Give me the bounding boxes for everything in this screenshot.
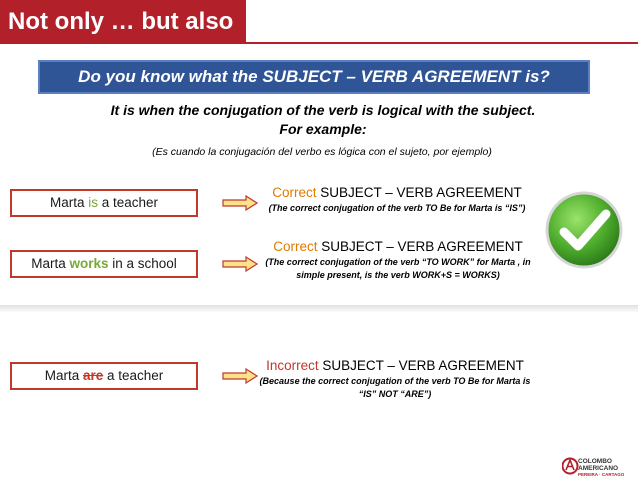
result-3 (250, 358, 540, 401)
explanation-text: It is when the conjugation of the verb is logical with the subject. For example: (110, 102, 536, 137)
question-banner: Do you know what the SUBJECT – VERB AGREEMENT is? (38, 60, 590, 94)
result-text: SUBJECT – VERB AGREEMENT (316, 185, 522, 200)
spanish-translation: (Es cuando la conjugación del verbo es lógica con el sujeto, por ejemplo) (152, 146, 492, 158)
sentence-end: in a school (108, 256, 177, 271)
sentence-start: Marta (44, 368, 83, 383)
result-label: Correct (273, 239, 318, 254)
right-arrow-icon (222, 195, 258, 211)
result-note: (Because the correct conjugation of the verb TO Be for Marta is “IS” NOT “ARE”) (259, 376, 531, 399)
result-note: (The correct conjugation of the verb “TO WORK” for Marta , in simple present, is the verb WORK+S = WORKS) (265, 257, 531, 280)
example-sentence-2 (10, 250, 198, 278)
sentence-end: a teacher (103, 368, 164, 383)
logo-line-1: COLOMBO (578, 458, 612, 465)
title-underline (246, 42, 638, 44)
result-text: SUBJECT – VERB AGREEMENT (317, 239, 523, 254)
result-heading (256, 239, 540, 254)
example-sentence-1 (10, 189, 198, 217)
verb-highlight: is (88, 195, 98, 210)
result-label: Incorrect (266, 358, 319, 373)
example-sentence-3 (10, 362, 198, 390)
logo-line-2: AMERICANO (578, 464, 619, 472)
result-2 (256, 239, 540, 282)
slide-title: Not only … but also (0, 0, 246, 44)
sentence-start: Marta (31, 256, 70, 271)
sentence-end: a teacher (97, 195, 159, 210)
verb-strikethrough: are (82, 368, 104, 383)
sentence-start: Marta (49, 195, 89, 210)
section-divider (0, 305, 638, 313)
result-label: Correct (272, 185, 317, 200)
result-1 (258, 185, 536, 215)
right-arrow-icon (222, 256, 258, 272)
result-note: (The correct conjugation of the verb TO Be for Marta is “IS”) (268, 203, 526, 213)
result-heading (258, 185, 536, 200)
result-heading (250, 358, 540, 373)
verb-highlight: works (69, 256, 109, 271)
logo-text (578, 459, 624, 479)
logo-line-3: PEREIRA · CARTAGO (578, 472, 625, 477)
checkmark-icon (544, 190, 624, 270)
result-text: SUBJECT – VERB AGREEMENT (318, 358, 524, 373)
